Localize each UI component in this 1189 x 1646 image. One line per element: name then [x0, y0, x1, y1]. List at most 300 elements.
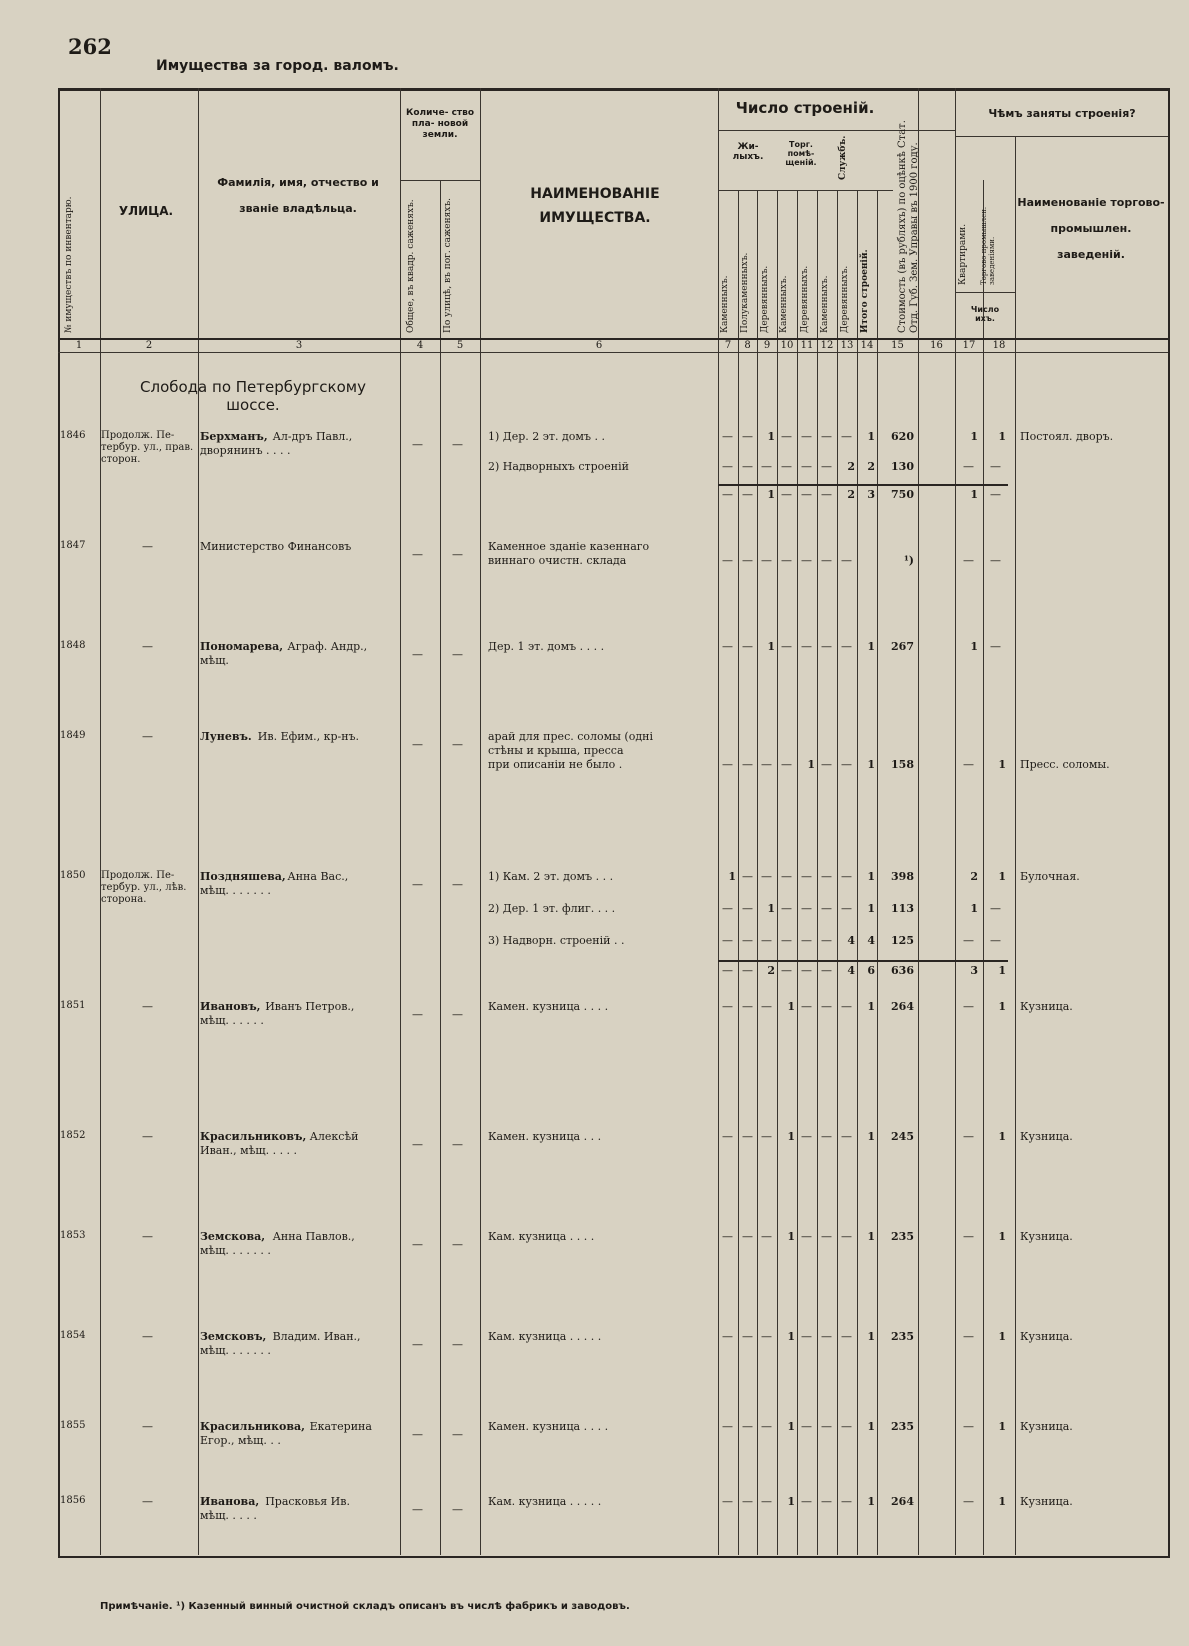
dash-mark: — [841, 1420, 852, 1433]
dash-mark: — [821, 1130, 832, 1143]
header-land-street: По улицѣ, въ пог. саженяхъ. [443, 198, 453, 333]
enterprise-name: Кузница. [1020, 1330, 1073, 1343]
enterprise-name: Кузница. [1020, 1420, 1073, 1433]
count-c10: 1 [787, 1230, 795, 1243]
dash-mark: — [722, 1230, 733, 1243]
dash-mark: — [142, 1495, 153, 1508]
column-rule [797, 190, 798, 1555]
owner-name: Ив. Ефим., кр-нъ. [257, 730, 360, 743]
dash-mark: — [821, 934, 832, 947]
column-number: 16 [930, 340, 943, 351]
count-c17: 1 [998, 1000, 1006, 1013]
count-c14: 1 [867, 1420, 875, 1433]
header-c12: Каменныхъ. [820, 275, 830, 333]
owner-surname: Земскова, [200, 1230, 266, 1243]
property-item: 1) Дер. 2 эт. домъ . . [488, 430, 605, 443]
dash-mark: — [963, 1330, 974, 1343]
count-c10: 1 [787, 1000, 795, 1013]
column-rule [1015, 136, 1016, 1555]
dash-mark: — [722, 460, 733, 473]
dash-mark: — [722, 1000, 733, 1013]
count-c16: 1 [970, 488, 978, 501]
header-chislo: Число ихъ. [970, 305, 1000, 323]
count-c11: 1 [807, 758, 815, 771]
inventory-number: 1849 [60, 730, 86, 741]
inventory-number: 1856 [60, 1495, 86, 1506]
column-rule [440, 180, 441, 1555]
value-c15: 158 [891, 758, 914, 771]
dash-mark: — [841, 1495, 852, 1508]
dash-mark: — [452, 1503, 463, 1516]
dash-mark: — [761, 1495, 772, 1508]
value-c15: 750 [891, 488, 914, 501]
header-service: Службъ. [838, 135, 848, 180]
dash-mark: — [841, 1230, 852, 1243]
owner-status: дворянинъ . . . . [200, 444, 291, 457]
owner-status: мѣщ. [200, 654, 229, 667]
dash-mark: — [821, 870, 832, 883]
dash-mark: — [142, 730, 153, 743]
dash-mark: — [722, 964, 733, 977]
column-number: 1 [75, 340, 83, 351]
owner-name: Екатерина [309, 1420, 372, 1433]
count-c14: 4 [867, 934, 875, 947]
column-rule [837, 190, 838, 1555]
value-c15: 113 [891, 902, 914, 915]
column-number: 9 [763, 340, 771, 351]
dash-mark: — [761, 758, 772, 771]
dash-mark: — [821, 1000, 832, 1013]
inventory-number: 1851 [60, 1000, 86, 1011]
dash-mark: — [821, 430, 832, 443]
count-c17: 1 [998, 758, 1006, 771]
count-c17: 1 [998, 1130, 1006, 1143]
count-c9: 1 [767, 640, 775, 653]
dash-mark: — [722, 640, 733, 653]
inventory-number: 1854 [60, 1330, 86, 1341]
section-title: Слобода по Петербургскому шоссе. [140, 378, 366, 414]
owner-surname: Красильникова, [200, 1420, 305, 1433]
property-name-line2: виннаго очистн. склада [488, 554, 627, 567]
dash-mark: — [722, 554, 733, 567]
dash-mark: — [742, 640, 753, 653]
column-rule [198, 88, 199, 1555]
dash-mark: — [742, 870, 753, 883]
dash-mark: — [761, 554, 772, 567]
property-name: Камен. кузница . . . [488, 1130, 602, 1143]
dash-mark: — [722, 758, 733, 771]
count-c16: 1 [970, 640, 978, 653]
header-land: Количе- ство пла- новой земли. [405, 108, 475, 140]
value-c15: 636 [891, 964, 914, 977]
column-number: 2 [145, 340, 153, 351]
header-property-name: НАИМЕНОВАНІЕ ИМУЩЕСТВА. [530, 186, 660, 226]
owner-surname: Иванова, [200, 1495, 260, 1508]
dash-mark: — [722, 1130, 733, 1143]
dash-mark: — [722, 934, 733, 947]
count-c17: 1 [998, 964, 1006, 977]
dash-mark: — [742, 1230, 753, 1243]
header-occupied: Чѣмъ заняты строенія? [988, 107, 1136, 120]
dash-mark: — [142, 1130, 153, 1143]
header-c11: Деревянныхъ. [800, 265, 810, 333]
enterprise-name: Пресс. соломы. [1020, 758, 1110, 771]
dash-mark: — [781, 430, 792, 443]
count-c17: 1 [998, 430, 1006, 443]
dash-mark: — [821, 1495, 832, 1508]
dash-mark: — [761, 870, 772, 883]
enterprise-name: Кузница. [1020, 1000, 1073, 1013]
dash-mark: — [761, 1420, 772, 1433]
header-c7: Каменныхъ. [720, 275, 730, 333]
header-c15: Стоимость (въ рубляхъ) по оцѣнкѣ Стат. Отд. Губ. Зем. Управы въ 1900 году. [897, 120, 920, 333]
dash-mark: — [412, 1238, 423, 1251]
dash-mark: — [142, 1330, 153, 1343]
value-c15: 267 [891, 640, 914, 653]
dash-mark: — [990, 934, 1001, 947]
dash-mark: — [412, 878, 423, 891]
dash-mark: — [742, 488, 753, 501]
dash-mark: — [841, 1130, 852, 1143]
owner-surname: Ивановъ, [200, 1000, 261, 1013]
dash-mark: — [142, 1000, 153, 1013]
column-number: 10 [780, 340, 794, 351]
inventory-number: 1852 [60, 1130, 86, 1141]
header-trade: Торг. помѣ- щеній. [785, 140, 817, 167]
dash-mark: — [841, 758, 852, 771]
header-street: УЛИЦА. [118, 204, 174, 218]
colnum-bottom-rule [58, 352, 1168, 353]
dash-mark: — [781, 758, 792, 771]
property-name: арай для прес. соломы (одні [488, 730, 653, 743]
dash-mark: — [963, 1495, 974, 1508]
property-item: 2) Дер. 1 эт. флиг. . . . [488, 902, 616, 915]
property-name: Кам. кузница . . . . . [488, 1330, 602, 1343]
column-number: 5 [456, 340, 464, 351]
owner-name: Аграф. Андр., [287, 640, 368, 653]
count-c9: 1 [767, 488, 775, 501]
header-residential: Жи- лыхъ. [732, 142, 764, 162]
value-c15: ¹) [903, 554, 914, 567]
count-c9: 1 [767, 902, 775, 915]
dash-mark: — [412, 648, 423, 661]
dash-mark: — [821, 460, 832, 473]
dash-mark: — [761, 460, 772, 473]
column-number: 13 [840, 340, 854, 351]
value-c15: 130 [891, 460, 914, 473]
dash-mark: — [801, 1420, 812, 1433]
value-c15: 264 [891, 1495, 914, 1508]
property-item: 3) Надворн. строеній . . [488, 934, 625, 947]
column-rule [983, 180, 984, 1555]
header-land-total: Общее, въ квадр. саженяхъ. [406, 199, 416, 333]
page-number: 262 [68, 34, 112, 59]
dash-mark: — [452, 1138, 463, 1151]
count-c9: 2 [767, 964, 775, 977]
dash-mark: — [742, 1420, 753, 1433]
inventory-number: 1850 [60, 870, 86, 881]
dash-mark: — [801, 1130, 812, 1143]
column-number: 17 [962, 340, 976, 351]
owner-surname: Поздняшева, [200, 870, 286, 883]
dash-mark: — [761, 1130, 772, 1143]
column-rule [817, 190, 818, 1555]
dash-mark: — [412, 1428, 423, 1441]
header-c9: Деревянныхъ. [760, 265, 770, 333]
column-rule [100, 88, 101, 1555]
dash-mark: — [963, 460, 974, 473]
column-rule [955, 88, 956, 1555]
chislo-rule [955, 292, 1015, 293]
enterprise-name: Кузница. [1020, 1130, 1073, 1143]
owner-status: мѣщ. . . . . . . [200, 1344, 271, 1357]
dash-mark: — [841, 640, 852, 653]
dash-mark: — [963, 1130, 974, 1143]
header-inventory-no: № имуществъ по инвентарю. [64, 196, 74, 333]
enterprise-name: Кузница. [1020, 1230, 1073, 1243]
dash-mark: — [742, 934, 753, 947]
dash-mark: — [781, 460, 792, 473]
dash-mark: — [742, 758, 753, 771]
header-c16: Квартирами. [958, 223, 968, 285]
dash-mark: — [801, 964, 812, 977]
count-c14: 1 [867, 870, 875, 883]
dash-mark: — [452, 738, 463, 751]
header-c10: Каменныхъ. [779, 275, 789, 333]
owner-name: Анна Вас., [287, 870, 349, 883]
value-c15: 398 [891, 870, 914, 883]
dash-mark: — [990, 554, 1001, 567]
value-c15: 235 [891, 1230, 914, 1243]
owner-surname: Земсковъ, [200, 1330, 267, 1343]
column-rule [718, 88, 719, 1555]
count-c16: 1 [970, 902, 978, 915]
count-c13: 2 [847, 460, 855, 473]
header-c8: Полукаменныхъ. [740, 252, 750, 333]
count-c14: 6 [867, 964, 875, 977]
dash-mark: — [963, 554, 974, 567]
dash-mark: — [963, 934, 974, 947]
value-c15: 620 [891, 430, 914, 443]
count-c14: 1 [867, 902, 875, 915]
column-rule [738, 190, 739, 1555]
running-head: Имущества за город. валомъ. [156, 58, 399, 74]
dash-mark: — [841, 902, 852, 915]
count-c13: 4 [847, 934, 855, 947]
dash-mark: — [142, 1420, 153, 1433]
column-number: 4 [416, 340, 424, 351]
count-c14: 1 [867, 1330, 875, 1343]
dash-mark: — [452, 878, 463, 891]
dash-mark: — [412, 438, 423, 451]
dash-mark: — [781, 902, 792, 915]
subtotal-rule [718, 484, 1008, 486]
dash-mark: — [821, 1420, 832, 1433]
dash-mark: — [742, 964, 753, 977]
owner-name: Иванъ Петров., [265, 1000, 355, 1013]
dash-mark: — [841, 430, 852, 443]
subtotal-rule [718, 960, 1008, 962]
count-c14: 1 [867, 758, 875, 771]
property-name-line2: стѣны и крыша, пресса [488, 744, 624, 757]
dash-mark: — [452, 1008, 463, 1021]
dash-mark: — [990, 488, 1001, 501]
dash-mark: — [963, 758, 974, 771]
enterprise-name: Булочная. [1020, 870, 1080, 883]
dash-mark: — [722, 1330, 733, 1343]
dash-mark: — [801, 934, 812, 947]
count-c13: 4 [847, 964, 855, 977]
count-c9: 1 [767, 430, 775, 443]
header-c17: Торгово-промышлен. заведеніями. [980, 206, 996, 285]
dash-mark: — [722, 902, 733, 915]
column-number: 14 [860, 340, 874, 351]
dash-mark: — [412, 738, 423, 751]
dash-mark: — [841, 554, 852, 567]
dash-mark: — [452, 1238, 463, 1251]
dash-mark: — [142, 640, 153, 653]
inventory-number: 1847 [60, 540, 86, 551]
dash-mark: — [801, 460, 812, 473]
column-number: 8 [744, 340, 751, 351]
header-c18: Наименованіе торгово-промышлен. заведеній. [1017, 196, 1165, 261]
dash-mark: — [722, 1495, 733, 1508]
owner-name: Анна Павлов., [272, 1230, 355, 1243]
property-name-line3: при описаніи не было . [488, 758, 623, 771]
count-c10: 1 [787, 1420, 795, 1433]
street-name: Продолж. Пе- тербур. ул., лѣв. сторона. [101, 870, 187, 905]
count-c16: 1 [970, 430, 978, 443]
dash-mark: — [142, 1230, 153, 1243]
dash-mark: — [742, 1330, 753, 1343]
dash-mark: — [781, 554, 792, 567]
count-c17: 1 [998, 1230, 1006, 1243]
owner-name: Министерство Финансовъ [200, 540, 352, 553]
dash-mark: — [821, 758, 832, 771]
dash-mark: — [990, 902, 1001, 915]
header-buildings-count: Число строеній. [735, 99, 875, 117]
dash-mark: — [841, 1000, 852, 1013]
dash-mark: — [781, 640, 792, 653]
dash-mark: — [412, 1138, 423, 1151]
count-c14: 1 [867, 1230, 875, 1243]
count-c17: 1 [998, 1420, 1006, 1433]
count-c14: 1 [867, 1495, 875, 1508]
header-owner: Фамилія, имя, отчество и званіе владѣльца. [217, 176, 379, 215]
value-c15: 125 [891, 934, 914, 947]
inventory-number: 1846 [60, 430, 86, 441]
occupied-subhead-rule [955, 136, 1168, 137]
dash-mark: — [821, 488, 832, 501]
owner-surname: Пономарева, [200, 640, 284, 653]
dash-mark: — [452, 1428, 463, 1441]
header-c14: Итого строеній. [860, 249, 870, 333]
enterprise-name: Кузница. [1020, 1495, 1073, 1508]
column-number: 7 [724, 340, 732, 351]
inventory-number: 1848 [60, 640, 86, 651]
count-c17: 1 [998, 1495, 1006, 1508]
count-c10: 1 [787, 1330, 795, 1343]
dash-mark: — [801, 640, 812, 653]
column-number: 6 [595, 340, 603, 351]
dash-mark: — [452, 438, 463, 451]
property-item: 2) Надворныхъ строеній [488, 460, 629, 473]
owner-surname: Луневъ. [200, 730, 252, 743]
dash-mark: — [742, 1495, 753, 1508]
dash-mark: — [742, 554, 753, 567]
column-number: 15 [891, 340, 904, 351]
property-name: Дер. 1 эт. домъ . . . . [488, 640, 605, 653]
count-c10: 1 [787, 1495, 795, 1508]
count-c16: 2 [970, 870, 978, 883]
dash-mark: — [801, 1000, 812, 1013]
property-name: Камен. кузница . . . . [488, 1420, 609, 1433]
dash-mark: — [801, 1230, 812, 1243]
dash-mark: — [801, 1495, 812, 1508]
dash-mark: — [821, 902, 832, 915]
owner-status: мѣщ. . . . . . . [200, 1244, 271, 1257]
dash-mark: — [821, 1230, 832, 1243]
dash-mark: — [801, 1330, 812, 1343]
dash-mark: — [963, 1000, 974, 1013]
dash-mark: — [821, 554, 832, 567]
inventory-number: 1853 [60, 1230, 86, 1241]
count-c14: 1 [867, 1130, 875, 1143]
count-c13: 2 [847, 488, 855, 501]
property-name: Кам. кузница . . . . [488, 1230, 595, 1243]
dash-mark: — [412, 1008, 423, 1021]
column-rule [480, 88, 481, 1555]
count-c14: 3 [867, 488, 875, 501]
property-item: 1) Кам. 2 эт. домъ . . . [488, 870, 614, 883]
dash-mark: — [722, 488, 733, 501]
enterprise-name: Постоял. дворъ. [1020, 430, 1114, 443]
owner-status: Иван., мѣщ. . . . . [200, 1144, 298, 1157]
dash-mark: — [990, 640, 1001, 653]
dash-mark: — [990, 460, 1001, 473]
count-c14: 2 [867, 460, 875, 473]
dash-mark: — [801, 870, 812, 883]
dash-mark: — [412, 1338, 423, 1351]
dash-mark: — [412, 548, 423, 561]
dash-mark: — [142, 540, 153, 553]
dash-mark: — [821, 1330, 832, 1343]
dash-mark: — [821, 640, 832, 653]
column-number: 3 [295, 340, 303, 351]
column-number: 11 [800, 340, 814, 351]
dash-mark: — [742, 430, 753, 443]
dash-mark: — [801, 902, 812, 915]
dash-mark: — [452, 548, 463, 561]
dash-mark: — [801, 430, 812, 443]
dash-mark: — [801, 488, 812, 501]
dash-mark: — [841, 870, 852, 883]
header-c13: Деревянныхъ. [840, 265, 850, 333]
count-c17: 1 [998, 1330, 1006, 1343]
owner-status: мѣщ. . . . . . . [200, 884, 271, 897]
count-c7: 1 [728, 870, 736, 883]
property-name: Камен. кузница . . . . [488, 1000, 609, 1013]
column-number: 18 [992, 340, 1006, 351]
column-rule [777, 190, 778, 1555]
column-rule [400, 88, 401, 1555]
count-c16: 3 [970, 964, 978, 977]
dash-mark: — [781, 964, 792, 977]
dash-mark: — [781, 488, 792, 501]
dash-mark: — [452, 1338, 463, 1351]
count-c17: 1 [998, 870, 1006, 883]
count-c14: 1 [867, 430, 875, 443]
